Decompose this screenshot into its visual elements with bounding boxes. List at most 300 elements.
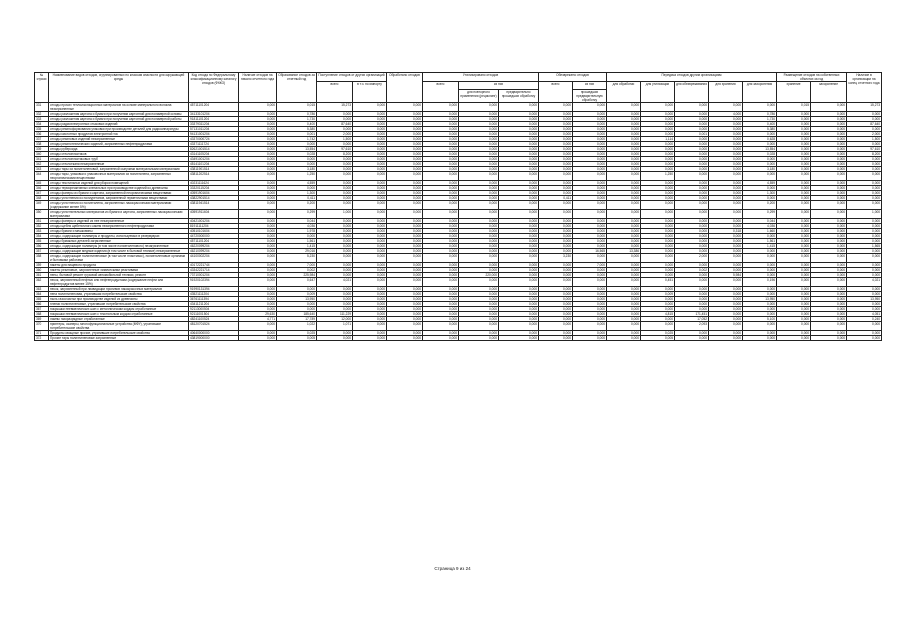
value-cell: 0,002 [675, 268, 709, 273]
value-cell: 0,000 [811, 302, 847, 307]
value-cell: 0,000 [239, 307, 277, 312]
value-cell: 0,000 [459, 191, 499, 196]
value-cell: 0,000 [353, 287, 387, 292]
header-formed: Образование отходов за отчетный год [277, 73, 317, 103]
value-cell: 0,000 [573, 336, 607, 341]
value-cell: 0,000 [675, 249, 709, 254]
value-cell: 5,380 [743, 127, 777, 132]
value-cell: 0,000 [573, 117, 607, 122]
value-cell: 0,000 [423, 167, 459, 172]
value-cell: 0,000 [239, 196, 277, 201]
value-cell: 0,000 [499, 312, 539, 317]
value-cell: 0,200 [277, 201, 317, 210]
value-cell: 0,000 [499, 127, 539, 132]
page-number-footer: Страница 9 из 24 [434, 566, 471, 571]
value-cell: 0,000 [239, 292, 277, 297]
header-utilized-all: всего [423, 82, 459, 103]
value-cell: 0,000 [353, 263, 387, 268]
value-cell: 0,000 [353, 302, 387, 307]
value-cell: 0,000 [423, 122, 459, 127]
value-cell: 0,000 [499, 249, 539, 254]
row-number-cell: 348 [35, 196, 49, 201]
value-cell: 0,000 [573, 307, 607, 312]
value-cell: 0,000 [641, 322, 675, 331]
value-cell: 0,000 [239, 263, 277, 268]
header-start-balance: Наличие отходов на начало отчетного года [239, 73, 277, 103]
value-cell: 0,000 [847, 127, 882, 132]
value-cell: 0,000 [387, 186, 423, 191]
value-cell: 0,000 [847, 186, 882, 191]
value-cell: 0,000 [811, 239, 847, 244]
value-cell: 0,000 [607, 122, 641, 127]
value-cell: 0,000 [811, 263, 847, 268]
fkko-code-cell: 43141105204 [189, 152, 239, 157]
value-cell: 0,000 [709, 322, 743, 331]
value-cell: 0,000 [709, 234, 743, 239]
value-cell: 0,000 [607, 152, 641, 157]
value-cell: 0,000 [499, 307, 539, 312]
value-cell: 4,021 [317, 278, 353, 287]
value-cell: 0,000 [811, 331, 847, 336]
value-cell: 0,000 [387, 112, 423, 117]
value-cell: 0,000 [675, 278, 709, 287]
header-waste-name: Наименование видов отходов, сгруппированных по классам опасности для окружающей среды [49, 73, 189, 103]
fkko-code-cell: 92113000504 [189, 307, 239, 312]
value-cell: 0,000 [743, 322, 777, 331]
value-cell: 0,000 [847, 224, 882, 229]
value-cell: 0,000 [709, 157, 743, 162]
value-cell: 0,000 [811, 122, 847, 127]
value-cell: 0,000 [239, 181, 277, 186]
value-cell: 0,000 [459, 263, 499, 268]
value-cell: 0,000 [499, 302, 539, 307]
value-cell: 0,000 [811, 322, 847, 331]
value-cell: 0,000 [459, 317, 499, 322]
waste-name-cell: пена полиэтиленовая, утратившая потребительские свойства [49, 292, 189, 297]
value-cell: 0,000 [277, 142, 317, 147]
value-cell: 0,000 [607, 181, 641, 186]
value-cell: 0,000 [239, 147, 277, 152]
waste-name-cell: отходы, содержащие полимеры и продукты, используемых в резервуарах [49, 234, 189, 239]
value-cell: 0,000 [709, 302, 743, 307]
value-cell: 0,000 [641, 239, 675, 244]
value-cell: 0,000 [847, 254, 882, 263]
value-cell: 0,000 [573, 317, 607, 322]
value-cell: 4,051 [847, 312, 882, 317]
value-cell: 0,000 [743, 103, 777, 112]
value-cell: 0,000 [607, 137, 641, 142]
value-cell: 0,000 [641, 219, 675, 224]
value-cell: 0,000 [573, 122, 607, 127]
value-cell: 0,000 [607, 317, 641, 322]
header-neutralized-all: всего [539, 82, 573, 103]
value-cell: 0,000 [607, 112, 641, 117]
value-cell: 0,000 [499, 122, 539, 127]
value-cell: 0,000 [353, 239, 387, 244]
value-cell: 0,000 [539, 273, 573, 278]
row-number-cell: 360 [35, 268, 49, 273]
value-cell: 0,000 [423, 336, 459, 341]
value-cell: 0,000 [847, 181, 882, 186]
value-cell: 0,000 [459, 239, 499, 244]
value-cell: 0,000 [239, 162, 277, 167]
value-cell: 0,000 [539, 302, 573, 307]
value-cell: 0,000 [423, 234, 459, 239]
value-cell: 0,000 [777, 268, 811, 273]
value-cell: 0,000 [777, 186, 811, 191]
fkko-code-cell: 43819000000 [189, 336, 239, 341]
value-cell: 0,000 [459, 268, 499, 273]
value-cell: 0,000 [709, 297, 743, 302]
value-cell: 0,000 [675, 127, 709, 132]
value-cell: 0,000 [573, 234, 607, 239]
value-cell: 0,000 [539, 263, 573, 268]
fkko-code-cell: 40231111624 [189, 181, 239, 186]
value-cell: 0,000 [675, 172, 709, 181]
value-cell: 0,000 [423, 292, 459, 297]
value-cell: 0,000 [317, 219, 353, 224]
value-cell: 17,052 [675, 317, 709, 322]
row-number-cell: 350 [35, 210, 49, 219]
value-cell: 0,000 [353, 122, 387, 127]
value-cell: 0,000 [353, 162, 387, 167]
value-cell: 0,000 [423, 127, 459, 132]
value-cell: 0,000 [353, 152, 387, 157]
value-cell: 0,000 [607, 142, 641, 147]
value-cell: 0,000 [317, 292, 353, 297]
fkko-code-cell: 43491001204 [189, 157, 239, 162]
value-cell: 0,000 [459, 297, 499, 302]
value-cell: 0,000 [607, 322, 641, 331]
value-cell: 0,000 [387, 302, 423, 307]
value-cell: 0,000 [387, 249, 423, 254]
header-transfer-process: для обработки [607, 82, 641, 103]
fkko-code-cell: 40591901604 [189, 191, 239, 196]
value-cell: 0,000 [641, 210, 675, 219]
fkko-code-cell: 57131011204 [189, 127, 239, 132]
value-cell: 0,000 [811, 297, 847, 302]
header-util-repeat: для повторного применения (рециклинг) [459, 90, 499, 103]
value-cell: 0,000 [239, 152, 277, 157]
value-cell: 0,000 [641, 249, 675, 254]
value-cell: 0,000 [387, 152, 423, 157]
value-cell: 1,660 [743, 229, 777, 234]
value-cell: 0,000 [675, 307, 709, 312]
value-cell: 0,000 [499, 336, 539, 341]
value-cell: 0,000 [811, 142, 847, 147]
row-number-cell: 351 [35, 219, 49, 224]
value-cell: 0,000 [239, 142, 277, 147]
value-cell: 0,000 [607, 157, 641, 162]
value-cell: 0,000 [239, 254, 277, 263]
value-cell: 0,000 [499, 229, 539, 234]
value-cell: 0,000 [777, 297, 811, 302]
waste-name-cell: лампы газоразрядные отработанные [49, 317, 189, 322]
value-cell: 0,000 [675, 191, 709, 196]
value-cell: 0,009 [277, 292, 317, 297]
fkko-code-cell: 36761111394 [189, 297, 239, 302]
value-cell: 0,000 [499, 103, 539, 112]
value-cell: 0,000 [459, 254, 499, 263]
value-cell: 0,000 [539, 317, 573, 322]
value-cell: 0,000 [811, 112, 847, 117]
value-cell: 0,000 [607, 254, 641, 263]
value-cell: 0,000 [387, 201, 423, 210]
value-cell: 13,386 [607, 249, 641, 254]
value-cell: 0,000 [573, 142, 607, 147]
value-cell: 0,000 [317, 172, 353, 181]
value-cell: 15,273 [317, 103, 353, 112]
waste-name-cell: отходы рубероида [49, 147, 189, 152]
value-cell: 0,000 [459, 127, 499, 132]
table-row [35, 336, 882, 341]
value-cell: 0,000 [459, 244, 499, 249]
value-cell: 0,000 [387, 273, 423, 278]
value-cell: 0,000 [277, 302, 317, 307]
value-cell: 0,000 [459, 172, 499, 181]
value-cell: 0,000 [387, 254, 423, 263]
value-cell: 0,000 [423, 172, 459, 181]
value-cell: 0,000 [709, 201, 743, 210]
value-cell: 0,000 [675, 157, 709, 162]
value-cell: 0,000 [777, 278, 811, 287]
value-cell: 0,000 [709, 137, 743, 142]
value-cell: 0,000 [743, 234, 777, 239]
value-cell: 0,000 [641, 302, 675, 307]
waste-table [34, 72, 882, 341]
waste-name-cell: отходы, содержащие медные изделия (в том числе в бытовой технике) незагрязненные [49, 249, 189, 254]
value-cell: 0,000 [499, 137, 539, 142]
header-neut-prelim: прошедших предварительную обработку [573, 90, 607, 103]
row-number-cell: 353 [35, 229, 49, 234]
value-cell: 0,000 [459, 201, 499, 210]
value-cell: 0,000 [811, 224, 847, 229]
value-cell: 0,000 [459, 181, 499, 186]
value-cell: 0,000 [459, 157, 499, 162]
value-cell: 0,000 [459, 122, 499, 127]
value-cell: 0,000 [353, 254, 387, 263]
value-cell: 0,000 [499, 142, 539, 147]
value-cell: 0,411 [539, 196, 573, 201]
value-cell: 111,229 [317, 312, 353, 317]
value-cell: 0,000 [607, 268, 641, 273]
fkko-code-cell: 48120701524 [189, 322, 239, 331]
row-number-cell: 370 [35, 322, 49, 331]
value-cell: 0,000 [573, 229, 607, 234]
value-cell: 0,000 [423, 229, 459, 234]
value-cell: 0,000 [811, 117, 847, 122]
value-cell: 5,230 [277, 254, 317, 263]
value-cell: 0,000 [539, 278, 573, 287]
waste-name-cell: пакеты резиновые, загрязненные химическими реактивами [49, 268, 189, 273]
row-number-cell: 364 [35, 292, 49, 297]
value-cell: 0,000 [607, 263, 641, 268]
value-cell: 0,000 [239, 103, 277, 112]
value-cell: 0,005 [277, 336, 317, 341]
header-transfer-store: для хранения [709, 82, 743, 103]
row-number-cell: 365 [35, 297, 49, 302]
value-cell: 0,000 [641, 317, 675, 322]
value-cell: 0,000 [709, 181, 743, 186]
value-cell: 0,000 [743, 263, 777, 268]
value-cell: 0,000 [607, 278, 641, 287]
value-cell: 0,000 [239, 229, 277, 234]
value-cell: 0,000 [353, 181, 387, 186]
value-cell: 0,000 [743, 132, 777, 137]
value-cell: 0,000 [573, 322, 607, 331]
value-cell: 0,000 [777, 181, 811, 186]
value-cell: 0,000 [777, 224, 811, 229]
row-number-cell: 357 [35, 249, 49, 254]
header-transferred: Передача отходов другим организациям [607, 73, 777, 82]
value-cell: 0,000 [641, 244, 675, 249]
value-cell: 0,000 [539, 312, 573, 317]
row-number-cell: 352 [35, 224, 49, 229]
row-number-cell: 338 [35, 142, 49, 147]
value-cell: 0,000 [353, 117, 387, 122]
value-cell: 0,000 [675, 103, 709, 112]
value-cell: 0,000 [641, 152, 675, 157]
value-cell: 0,000 [709, 210, 743, 219]
value-cell: 0,000 [499, 263, 539, 268]
fkko-code-cell: 33379311204 [189, 122, 239, 127]
value-cell: 4,036 [743, 224, 777, 229]
value-cell: 1,022 [277, 322, 317, 331]
value-cell: 0,000 [499, 152, 539, 157]
value-cell: 225,984 [277, 273, 317, 278]
value-cell: 0,044 [743, 219, 777, 224]
value-cell: 17,789 [277, 317, 317, 322]
header-neutralized: Обезврежено отходов [539, 73, 607, 82]
value-cell: 0,000 [423, 322, 459, 331]
value-cell: 0,200 [743, 201, 777, 210]
value-cell: 220,000 [459, 273, 499, 278]
header-placed: Размещение отходов на собственных объектах за год [777, 73, 847, 82]
value-cell: 0,000 [675, 142, 709, 147]
value-cell: 0,000 [239, 297, 277, 302]
waste-name-cell: пакеты для пищевого продукта [49, 263, 189, 268]
waste-name-cell: отходы разложения картона и бумаги при получении картонной для полимерной работы [49, 117, 189, 122]
value-cell: 0,000 [777, 244, 811, 249]
value-cell: 0,786 [743, 112, 777, 117]
value-cell: 0,000 [573, 268, 607, 273]
waste-name-cell: отходы резинотехнических изделий, загрязненных нефтепродуктами [49, 142, 189, 147]
value-cell: 1,742 [277, 137, 317, 142]
row-number-cell: 368 [35, 312, 49, 317]
value-cell: 0,000 [777, 142, 811, 147]
value-cell: 0,000 [353, 137, 387, 142]
value-cell: 0,000 [607, 103, 641, 112]
row-number-cell: 356 [35, 244, 49, 249]
value-cell: 0,000 [607, 186, 641, 191]
value-cell: 0,000 [239, 172, 277, 181]
value-cell: 0,000 [423, 219, 459, 224]
value-cell: 1,300 [277, 191, 317, 196]
waste-name-cell: отходы резиновых изделий незагрязненные [49, 137, 189, 142]
value-cell: 0,000 [387, 229, 423, 234]
value-cell: 0,000 [573, 112, 607, 117]
value-cell: 0,000 [353, 331, 387, 336]
value-cell: 0,000 [499, 287, 539, 292]
value-cell: 0,000 [459, 103, 499, 112]
value-cell: 0,000 [387, 234, 423, 239]
value-cell: 0,000 [539, 234, 573, 239]
value-cell: 0,000 [499, 172, 539, 181]
value-cell: 0,000 [573, 157, 607, 162]
value-cell: 0,001 [675, 132, 709, 137]
value-cell: 0,000 [423, 147, 459, 152]
value-cell: 0,000 [353, 229, 387, 234]
value-cell: 0,000 [423, 181, 459, 186]
value-cell: 0,000 [811, 147, 847, 152]
value-cell: 0,000 [675, 147, 709, 152]
row-number-cell: 371 [35, 331, 49, 336]
value-cell: 0,000 [539, 229, 573, 234]
value-cell: 0,240 [847, 317, 882, 322]
value-cell: 0,000 [811, 152, 847, 157]
value-cell: 0,000 [317, 201, 353, 210]
fkko-code-cell: 44720000000 [189, 234, 239, 239]
value-cell: 0,000 [573, 196, 607, 201]
fkko-code-cell: 40421001204 [189, 219, 239, 224]
value-cell: 0,000 [353, 268, 387, 273]
value-cell: 0,000 [777, 201, 811, 210]
value-cell: 2,000 [847, 132, 882, 137]
value-cell: 0,000 [607, 244, 641, 249]
value-cell: 0,000 [607, 287, 641, 292]
value-cell: 0,000 [709, 292, 743, 297]
value-cell: 0,000 [743, 249, 777, 254]
row-number-cell: 362 [35, 278, 49, 287]
value-cell: 0,000 [847, 234, 882, 239]
value-cell: 0,000 [675, 297, 709, 302]
value-cell: 0,000 [777, 210, 811, 219]
value-cell: 0,000 [777, 229, 811, 234]
row-number-cell: 372 [35, 336, 49, 341]
value-cell: 0,000 [675, 244, 709, 249]
value-cell: 0,000 [709, 191, 743, 196]
value-cell: 0,000 [387, 292, 423, 297]
value-cell: 0,000 [317, 263, 353, 268]
value-cell: 0,000 [777, 219, 811, 224]
header-received-all: всего [317, 82, 353, 103]
value-cell: 0,000 [777, 322, 811, 331]
row-number-cell: 349 [35, 201, 49, 210]
fkko-code-cell: 48241100524 [189, 317, 239, 322]
value-cell: 0,000 [317, 186, 353, 191]
value-cell: 0,000 [387, 317, 423, 322]
row-number-cell: 367 [35, 307, 49, 312]
value-cell: 0,000 [811, 196, 847, 201]
value-cell: 4,000 [709, 112, 743, 117]
value-cell: 0,000 [675, 263, 709, 268]
header-end-balance: Наличие в организации на конец отчетного года [847, 73, 882, 103]
value-cell: 0,000 [573, 292, 607, 297]
value-cell: 0,000 [847, 336, 882, 341]
value-cell: 0,000 [239, 278, 277, 287]
value-cell: 0,000 [317, 162, 353, 167]
value-cell: 0,000 [607, 191, 641, 196]
value-cell: 2,000 [675, 254, 709, 263]
value-cell: 0,000 [499, 317, 539, 322]
value-cell: 0,000 [709, 336, 743, 341]
value-cell: 0,000 [499, 117, 539, 122]
value-cell: 0,000 [709, 287, 743, 292]
value-cell: 0,000 [847, 167, 882, 172]
value-cell: 0,411 [277, 196, 317, 201]
table-row [35, 322, 882, 331]
value-cell: 0,000 [709, 122, 743, 127]
